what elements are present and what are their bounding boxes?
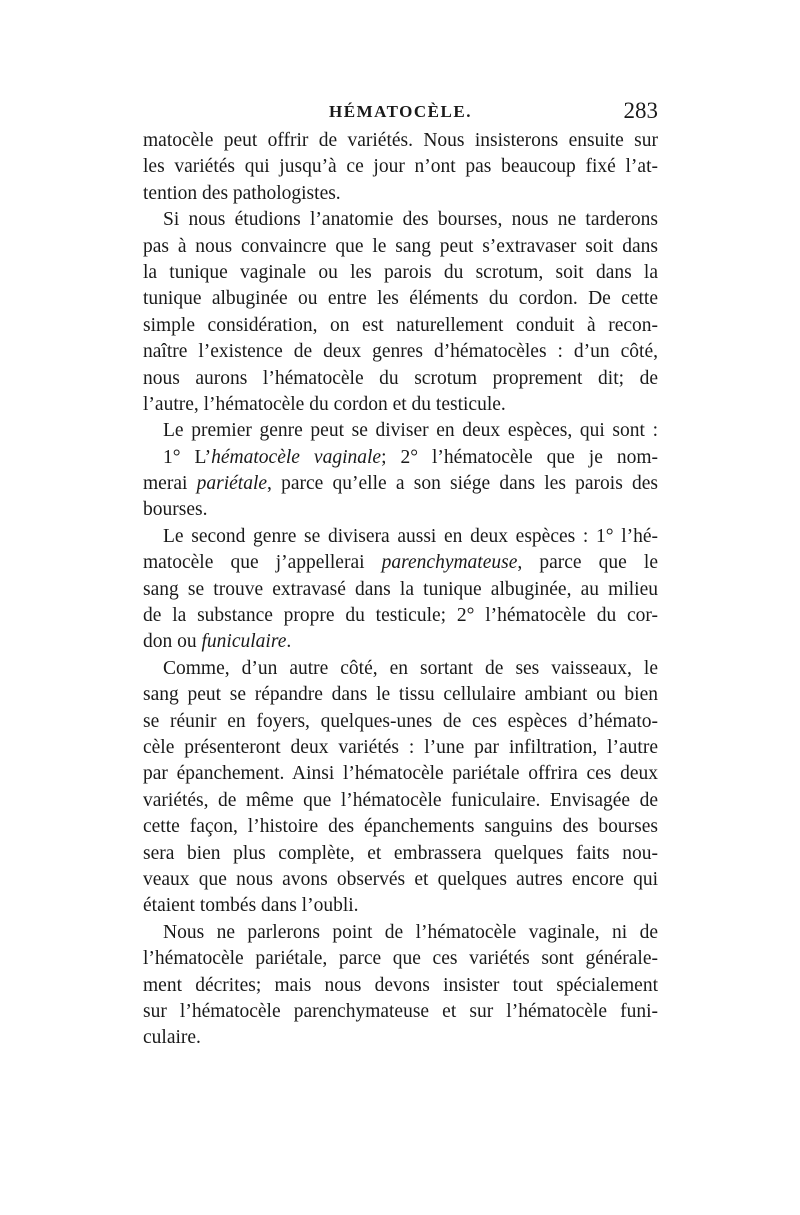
text-line: les variétés qui jusqu’à ce jour n’ont pas beaucoup fixé l’at- [143,156,658,178]
text-line: l’autre, l’hématocèle du cordon et du testicule. [143,393,506,415]
text-line: tention des pathologistes. [143,182,341,204]
text-line: nous aurons l’hématocèle du scrotum proprement dit; de [143,367,658,389]
text-line: de la substance propre du testicule; 2° l’hématocèle du cor- [143,605,658,627]
body-text [143,128,658,1052]
text-line: bourses. [143,499,208,521]
text-line: cèle présenteront deux variétés : l’une par infiltration, l’autre [143,736,658,758]
text-line: matocèle peut offrir de variétés. Nous insisterons ensuite sur [143,130,658,151]
text-line [143,550,658,576]
text-line: culaire. [143,1027,201,1049]
text-span: . [286,631,292,653]
text-span: don ou [143,631,202,653]
italic-term: funiculaire [201,631,287,653]
text-line: Le second genre se divisera aussi en deux espèces : 1° l’hé- [163,525,658,547]
text-span: , parce que le [517,552,658,574]
text-line: sur l’hématocèle parenchymateuse et sur l’hématocèle funi- [143,1000,658,1022]
text-line: simple considération, on est naturellement conduit à recon- [143,314,658,336]
text-line: Comme, d’un autre côté, en sortant de ses vaisseaux, le [163,657,658,679]
text-line: étaient tombés dans l’oubli. [143,895,359,917]
text-line: la tunique vaginale ou les parois du scrotum, soit dans la [143,261,658,283]
text-line: ment décrites; mais nous devons insister tout spécialement [143,974,658,996]
text-line: l’hématocèle pariétale, parce que ces variétés sont générale- [143,948,658,970]
text-line: tunique albuginée ou entre les éléments du cordon. De cette [143,288,658,310]
text-line [143,471,658,497]
running-title: HÉMATOCÈLE. [329,102,472,121]
text-line: variétés, de même que l’hématocèle funiculaire. Envisagée de [143,789,658,811]
text-span: 1° L’ [163,446,212,468]
text-line: sang se trouve extravasé dans la tunique albuginée, au milieu [143,578,658,600]
text-line [143,629,658,655]
text-line: se réunir en foyers, quelques-unes de ces espèces d’hémato- [143,710,658,732]
text-line [143,445,658,471]
italic-term: parenchymateuse [381,552,518,574]
text-line: sera bien plus complète, et embrassera quelques faits nou- [143,842,658,864]
text-span: , parce qu’elle a son siége dans les parois des [267,473,658,495]
text-line: pas à nous convaincre que le sang peut s’extravaser soit dans [143,235,658,257]
text-span: ; 2° l’hématocèle que je nom- [381,446,658,468]
page-number: 283 [623,98,658,123]
text-line: naître l’existence de deux genres d’hématocèles : d’un côté, [143,341,658,363]
text-span: matocèle que j’appellerai [143,552,382,574]
italic-term: hématocèle vaginale [211,446,382,468]
text-line: veaux que nous avons observés et quelques autres encore qui [143,868,658,890]
running-header [143,98,658,128]
italic-term: pariétale [196,473,268,495]
text-line: Si nous étudions l’anatomie des bourses, nous ne tarderons [163,209,658,231]
text-line: sang peut se répandre dans le tissu cellulaire ambiant ou bien [143,684,658,706]
text-line: Le premier genre peut se diviser en deux espèces, qui sont : [163,420,658,442]
text-line: cette façon, l’histoire des épanchements sanguins des bourses [143,816,658,838]
text-line: par épanchement. Ainsi l’hématocèle pariétale offrira ces deux [143,763,658,785]
text-span: merai [143,473,197,495]
text-line: Nous ne parlerons point de l’hématocèle vaginale, ni de [163,921,658,943]
